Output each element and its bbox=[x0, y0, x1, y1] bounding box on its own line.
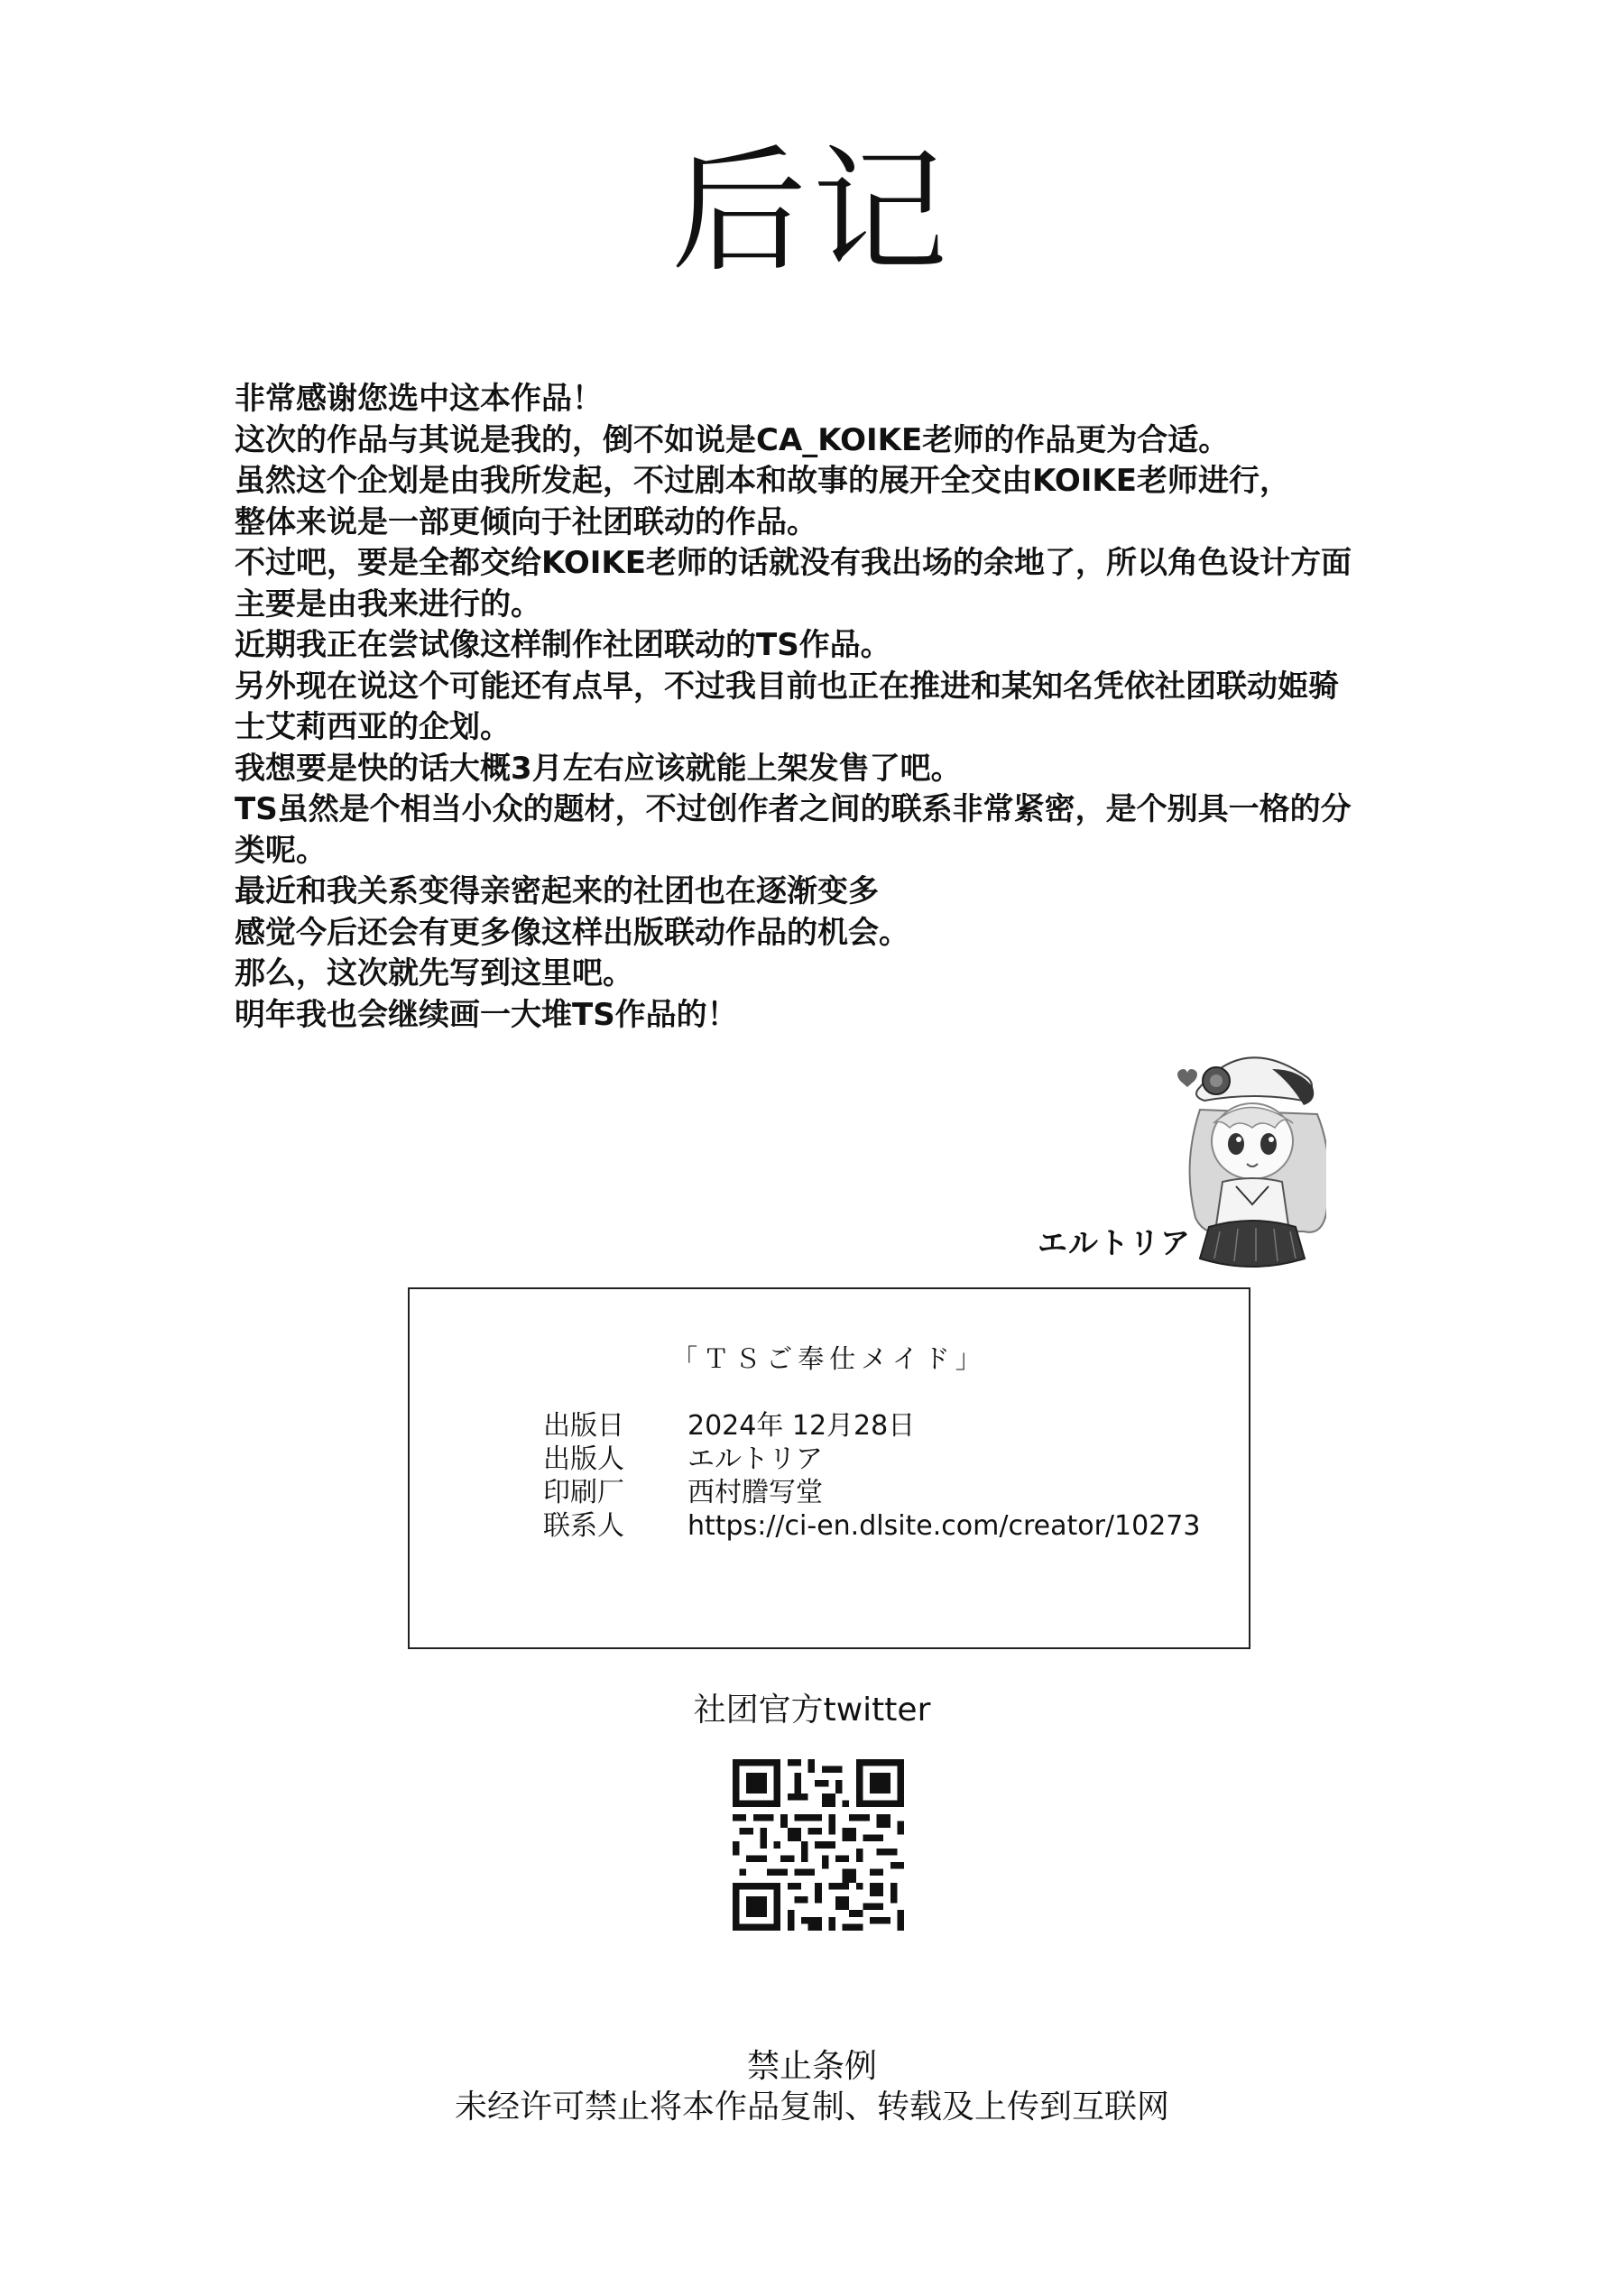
contact-link[interactable]: https://ci-en.dlsite.com/creator/10273 bbox=[687, 1510, 1201, 1542]
colophon-box bbox=[408, 1287, 1250, 1649]
afterword-text bbox=[235, 379, 1498, 1036]
afterword-line: 感觉今后还会有更多像这样出版联动作品的机会。 bbox=[235, 914, 909, 951]
afterword-line: 不过吧，要是全都交给KOIKE老师的话就没有我出场的余地了，所以角色设计方面 bbox=[235, 545, 1352, 581]
qr-code[interactable] bbox=[733, 1759, 904, 1931]
info-label: 联系人 bbox=[543, 1510, 624, 1542]
work-title: 「ＴＳご奉仕メイド」 bbox=[671, 1343, 987, 1374]
afterword-line: 另外现在说这个可能还有点早，不过我目前也正在推进和某知名凭依社团联动姫骑 bbox=[235, 668, 1339, 705]
info-row-date bbox=[543, 1409, 1200, 1443]
afterword-line: 整体来说是一部更倾向于社团联动的作品。 bbox=[235, 503, 817, 540]
info-label: 出版日 bbox=[543, 1410, 624, 1442]
mascot-illustration bbox=[1173, 1037, 1326, 1272]
twitter-label: 社团官方twitter bbox=[693, 1692, 931, 1729]
afterword-line: 虽然这个企划是由我所发起，不过剧本和故事的展开全交由KOIKE老师进行， bbox=[235, 463, 1290, 499]
afterword-line: 近期我正在尝试像这样制作社团联动的TS作品。 bbox=[235, 627, 891, 663]
afterword-line: 士艾莉西亚的企划。 bbox=[235, 709, 511, 745]
info-value: エルトリア bbox=[687, 1443, 823, 1475]
author-signature: エルトリア bbox=[1038, 1225, 1191, 1260]
afterword-line: 最近和我关系变得亲密起来的社团也在逐渐变多 bbox=[235, 873, 879, 909]
afterword-line: TS虽然是个相当小众的题材，不过创作者之间的联系非常紧密，是个别具一格的分 bbox=[235, 791, 1352, 827]
info-row-printer bbox=[543, 1476, 1200, 1509]
prohibition-text: 未经许可禁止将本作品复制、转载及上传到互联网 bbox=[454, 2089, 1169, 2125]
afterword-line: 非常感谢您选中这本作品！ bbox=[235, 381, 603, 417]
info-value: 西村謄写堂 bbox=[687, 1477, 823, 1508]
info-row-contact bbox=[543, 1509, 1200, 1543]
info-row-publisher bbox=[543, 1443, 1200, 1476]
afterword-line: 这次的作品与其说是我的，倒不如说是CA_KOIKE老师的作品更为合适。 bbox=[235, 421, 1230, 458]
afterword-line: 我想要是快的话大概3月左右应该就能上架发售了吧。 bbox=[235, 750, 962, 787]
heart-icon bbox=[1177, 1069, 1197, 1087]
info-value: 2024年 12月28日 bbox=[687, 1410, 916, 1442]
info-label: 印刷厂 bbox=[543, 1477, 624, 1508]
prohibition-title: 禁止条例 bbox=[746, 2048, 877, 2085]
afterword-line: 主要是由我来进行的。 bbox=[235, 586, 541, 622]
info-label: 出版人 bbox=[543, 1443, 624, 1475]
publication-info bbox=[543, 1409, 1200, 1543]
page-title: 后记 bbox=[670, 134, 953, 290]
afterword-line: 明年我也会继续画一大堆TS作品的！ bbox=[235, 996, 738, 1033]
afterword-line: 类呢。 bbox=[235, 832, 327, 869]
afterword-line: 那么，这次就先写到这里吧。 bbox=[235, 955, 633, 991]
